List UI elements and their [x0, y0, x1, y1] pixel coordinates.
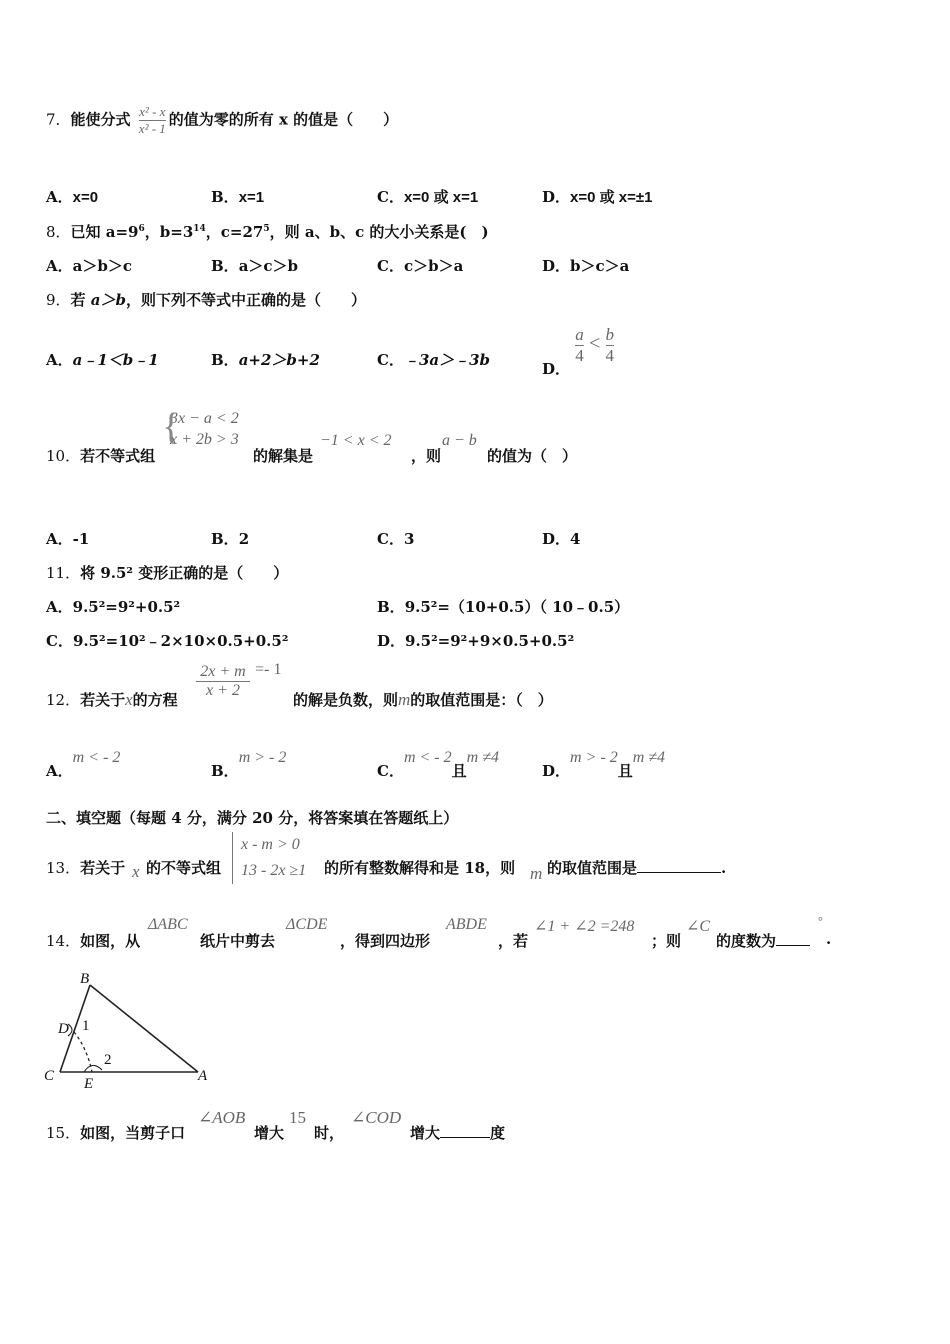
q13-text-mid: 的不等式组 — [146, 859, 222, 877]
q8-option-b[interactable]: B．a＞c＞b — [211, 257, 299, 275]
q12-option-a[interactable]: A．m < - 2 — [46, 749, 121, 780]
angle-c: ∠C — [686, 918, 711, 935]
angle-sum: ∠1 + ∠2 =248 — [534, 918, 635, 935]
q7-option-b[interactable]: B．x=1 — [211, 188, 265, 206]
angle-2-arc — [84, 1065, 102, 1072]
label-b: B — [80, 971, 90, 987]
q14-end: . — [826, 930, 832, 948]
q9-option-b[interactable]: B．a+2＞b+2 — [211, 351, 320, 369]
triangle-figure — [38, 964, 218, 1094]
q8-option-c[interactable]: C．c＞b＞a — [377, 257, 464, 275]
q9-option-a[interactable]: A．a﹣1＜b﹣1 — [46, 351, 159, 369]
fraction-a-over-4: $\frac{a}{4}$ — [575, 325, 584, 365]
q7-option-d[interactable]: D．x=0 或 x=±1 — [542, 188, 653, 206]
question-13: 13．若关于 — [46, 859, 126, 877]
q15-text-mid: 增大 — [254, 1124, 285, 1142]
q10-text-mid2: ，则 — [411, 447, 442, 465]
q8-option-a[interactable]: A．a＞b＞c — [46, 257, 132, 275]
inequality-system: { 3x − a < 2 x + 2b > 3 — [162, 406, 239, 448]
question-10: 10．若不等式组 — [46, 447, 156, 465]
q7-option-c[interactable]: C．x=0 或 x=1 — [377, 188, 479, 206]
label-angle-1: 1 — [82, 1018, 90, 1034]
answer-blank[interactable] — [440, 1137, 490, 1138]
q14-text-post: 的度数为 — [716, 930, 810, 951]
question-12: 12．若关于x的方程 — [46, 690, 178, 709]
variable-x: x — [132, 862, 140, 881]
q12-option-c[interactable]: C．m < - 2且m ≠4 — [377, 749, 499, 780]
triangle-abc: ΔABC — [148, 916, 188, 933]
question-11: 11．将 9.5² 变形正确的是（ ） — [46, 564, 289, 582]
label-angle-2: 2 — [104, 1052, 112, 1068]
q12-text-post: 的解是负数，则m的取值范围是：（ ） — [293, 690, 553, 709]
angle-increase-value: 15 — [289, 1108, 306, 1127]
q8-option-d[interactable]: D．b＞c＞a — [542, 257, 630, 275]
question-8: 8．已知 $a=9^6$，$b=3^{14}$，$c=27^5$，则 a、b、c 的大小关系是( ) — [46, 223, 489, 241]
q15-text-post: 增大 度 — [410, 1124, 506, 1142]
expression: a − b — [442, 432, 477, 449]
quadrilateral-abde: ABDE — [446, 916, 487, 933]
answer-blank[interactable] — [776, 945, 810, 946]
fraction-b-over-4: $\frac{b}{4}$ — [605, 325, 614, 365]
q13-text-post2: 的取值范围是 . — [547, 859, 727, 877]
q10-text-mid: 的解集是 — [253, 447, 314, 465]
q7-option-a[interactable]: A．x=0 — [46, 188, 99, 206]
angle-cod: ∠COD — [351, 1108, 402, 1127]
solution-set: −1 < x < 2 — [320, 432, 392, 449]
q10-option-d[interactable]: D．4 — [542, 530, 581, 548]
question-9: 9．若 a＞b，则下列不等式中正确的是（ ） — [46, 291, 367, 309]
label-e: E — [84, 1076, 94, 1092]
q11-option-a[interactable]: A．9.5²=9²+0.5² — [46, 598, 181, 616]
q11-option-b[interactable]: B．9.5²=（10+0.5）（ 10﹣0.5） — [377, 598, 630, 616]
q10-text-post: 的值为（ ） — [487, 447, 578, 465]
question-15: 15．如图，当剪子口 — [46, 1124, 186, 1142]
degree-sign: ° — [818, 914, 823, 928]
answer-blank[interactable] — [637, 872, 721, 873]
equation: $\frac{2x + m}{x + 2}$ =- 1 — [196, 663, 281, 700]
q10-option-c[interactable]: C．3 — [377, 530, 415, 548]
inequality-system: x - m > 0 13 - 2x ≥1 — [232, 832, 306, 884]
question-number: 7． — [46, 110, 71, 129]
q14-text-mid4: ；则 — [651, 932, 682, 950]
q14-text-mid2: ，得到四边形 — [340, 932, 431, 950]
label-d: D — [58, 1021, 69, 1037]
q12-option-d[interactable]: D．m > - 2且m ≠4 — [542, 749, 666, 780]
q10-option-b[interactable]: B．2 — [211, 530, 250, 548]
fraction: $\frac{\text{x² - x}}{\text{x² - 1}}$ — [138, 104, 166, 136]
q9-option-c[interactable]: C．﹣3a＞﹣3b — [377, 351, 491, 369]
q10-option-a[interactable]: A．-1 — [46, 530, 90, 548]
q14-text-mid1: 纸片中剪去 — [200, 932, 276, 950]
label-a: A — [198, 1068, 208, 1084]
q15-text-mid2: 时， — [314, 1124, 345, 1142]
angle-aob: ∠AOB — [198, 1108, 246, 1127]
q13-text-post: 的所有整数解得和是 18，则 — [324, 859, 516, 877]
q11-option-d[interactable]: D．9.5²=9²+9×0.5+0.5² — [377, 632, 575, 650]
section-heading: 二、填空题（每题 4 分，满分 20 分，将答案填在答题纸上） — [46, 809, 459, 827]
q12-option-b[interactable]: B．m > - 2 — [211, 749, 287, 780]
question-14: 14．如图，从 — [46, 932, 141, 950]
variable-m: m — [530, 864, 543, 883]
triangle-cde: ΔCDE — [286, 916, 328, 933]
question-7: 7．能使分式 $\frac{\text{x² - x}}{\text{x² - 1}}$ 的值为零的所有 x 的值是（ ） — [46, 104, 399, 136]
q14-text-mid3: ，若 — [498, 932, 529, 950]
label-c: C — [44, 1068, 55, 1084]
q11-option-c[interactable]: C．9.5²=10²﹣2×10×0.5+0.5² — [46, 632, 289, 650]
q9-option-d[interactable]: D． $\frac{a}{4}$ < $\frac{b}{4}$ — [542, 325, 614, 378]
